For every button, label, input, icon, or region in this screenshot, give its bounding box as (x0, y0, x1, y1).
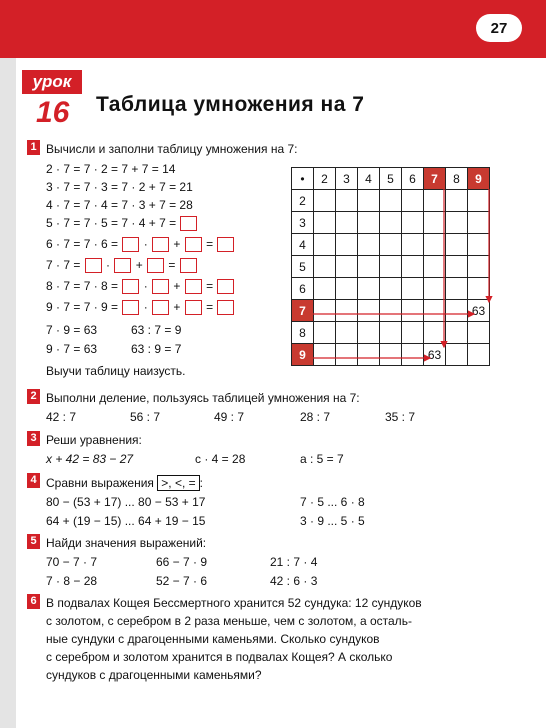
ex2-item: 28 : 7 (300, 410, 331, 424)
ex1-fact: 7 · 9 = 63 (46, 323, 98, 337)
table-row-header: 9 (292, 344, 314, 366)
ex1-fact: 63 : 7 = 9 (131, 323, 182, 337)
table-row-header: 4 (292, 234, 314, 256)
ex1-line: 8 · 7 = 7 · 8 = · + = (46, 279, 235, 294)
ex4-item: 80 − (53 + 17) ... 80 − 53 + 17 (46, 495, 206, 509)
ex4-item: 3 · 9 ... 5 · 5 (300, 514, 365, 528)
table-row-header: 8 (292, 322, 314, 344)
ex5-item: 70 − 7 · 7 (46, 555, 98, 569)
ex3-instruction: Реши уравнения: (46, 433, 142, 447)
ex5-instruction: Найди значения выражений: (46, 536, 207, 550)
exercise-number-4: 4 (27, 473, 40, 488)
table-corner: • (292, 168, 314, 190)
ex3-item: c · 4 = 28 (195, 452, 246, 466)
exercise-number-2: 2 (27, 389, 40, 404)
table-row-header: 2 (292, 190, 314, 212)
ex6-line: ные сундуки с драгоценными каменьями. Сколько сундуков (46, 632, 380, 646)
lesson-number: 16 (36, 96, 70, 129)
ex2-item: 56 : 7 (130, 410, 161, 424)
exercise-number-3: 3 (27, 431, 40, 446)
table-row-header: 6 (292, 278, 314, 300)
ex3-item: a : 5 = 7 (300, 452, 344, 466)
page-number: 27 (476, 14, 522, 42)
table-row-header: 7 (292, 300, 314, 322)
ex1-line: 6 · 7 = 7 · 6 = · + = (46, 237, 235, 252)
ex1-line: 5 · 7 = 7 · 5 = 7 · 4 + 7 = (46, 216, 198, 231)
ex5-item: 21 : 7 · 4 (270, 555, 318, 569)
ex6-line: с серебром и золотом хранится в подвалах Кощея? А сколько (46, 650, 393, 664)
ex1-instruction: Вычисли и заполни таблицу умножения на 7: (46, 142, 298, 156)
ex1-fact: 63 : 9 = 7 (131, 342, 182, 356)
ex4-item: 64 + (19 − 15) ... 64 + 19 − 15 (46, 514, 206, 528)
table-col-header: 8 (446, 168, 468, 190)
table-row-header: 3 (292, 212, 314, 234)
ex1-fact: 9 · 7 = 63 (46, 342, 98, 356)
table-row-header: 5 (292, 256, 314, 278)
ex4-instruction: Сравни выражения >, <, = : (46, 476, 203, 490)
ex5-item: 52 − 7 · 6 (156, 574, 208, 588)
ex5-item: 42 : 6 · 3 (270, 574, 318, 588)
table-col-header: 2 (314, 168, 336, 190)
exercise-number-5: 5 (27, 534, 40, 549)
ex6-line: В подвалах Кощея Бессмертного хранится 52 сундука: 12 сундуков (46, 596, 422, 610)
ex4-item: 7 · 5 ... 6 · 8 (300, 495, 365, 509)
ex3-item: x + 42 = 83 − 27 (46, 452, 134, 466)
lesson-label: урок (22, 70, 82, 94)
ex1-line: 9 · 7 = 7 · 9 = · + = (46, 300, 235, 315)
exercise-number-6: 6 (27, 594, 40, 609)
ex2-item: 42 : 7 (46, 410, 77, 424)
ex1-line: 3 · 7 = 7 · 3 = 7 · 2 + 7 = 21 (46, 180, 193, 194)
exercise-number-1: 1 (27, 140, 40, 155)
table-col-header: 3 (336, 168, 358, 190)
ex5-item: 7 · 8 − 28 (46, 574, 98, 588)
table-col-header: 7 (424, 168, 446, 190)
table-col-header: 5 (380, 168, 402, 190)
page-title: Таблица умножения на 7 (96, 93, 365, 116)
table-cell: 63 (468, 300, 490, 322)
ex1-line: 7 · 7 = · + = (46, 258, 198, 273)
ex2-item: 49 : 7 (214, 410, 245, 424)
ex1-line: 4 · 7 = 7 · 4 = 7 · 3 + 7 = 28 (46, 198, 193, 212)
ex6-line: с золотом, с серебром в 2 раза меньше, чем с золотом, а осталь- (46, 614, 412, 628)
comparison-symbols: >, <, = (157, 475, 199, 491)
ex1-memorize: Выучи таблицу наизусть. (46, 364, 186, 378)
table-col-header: 9 (468, 168, 490, 190)
ex2-instruction: Выполни деление, пользуясь таблицей умножения на 7: (46, 391, 360, 405)
ex6-line: сундуков с драгоценными каменьями? (46, 668, 262, 682)
ex1-line: 2 · 7 = 7 · 2 = 7 + 7 = 14 (46, 162, 176, 176)
table-col-header: 4 (358, 168, 380, 190)
ex2-item: 35 : 7 (385, 410, 416, 424)
table-col-header: 6 (402, 168, 424, 190)
table-cell: 63 (424, 344, 446, 366)
ex5-item: 66 − 7 · 9 (156, 555, 208, 569)
